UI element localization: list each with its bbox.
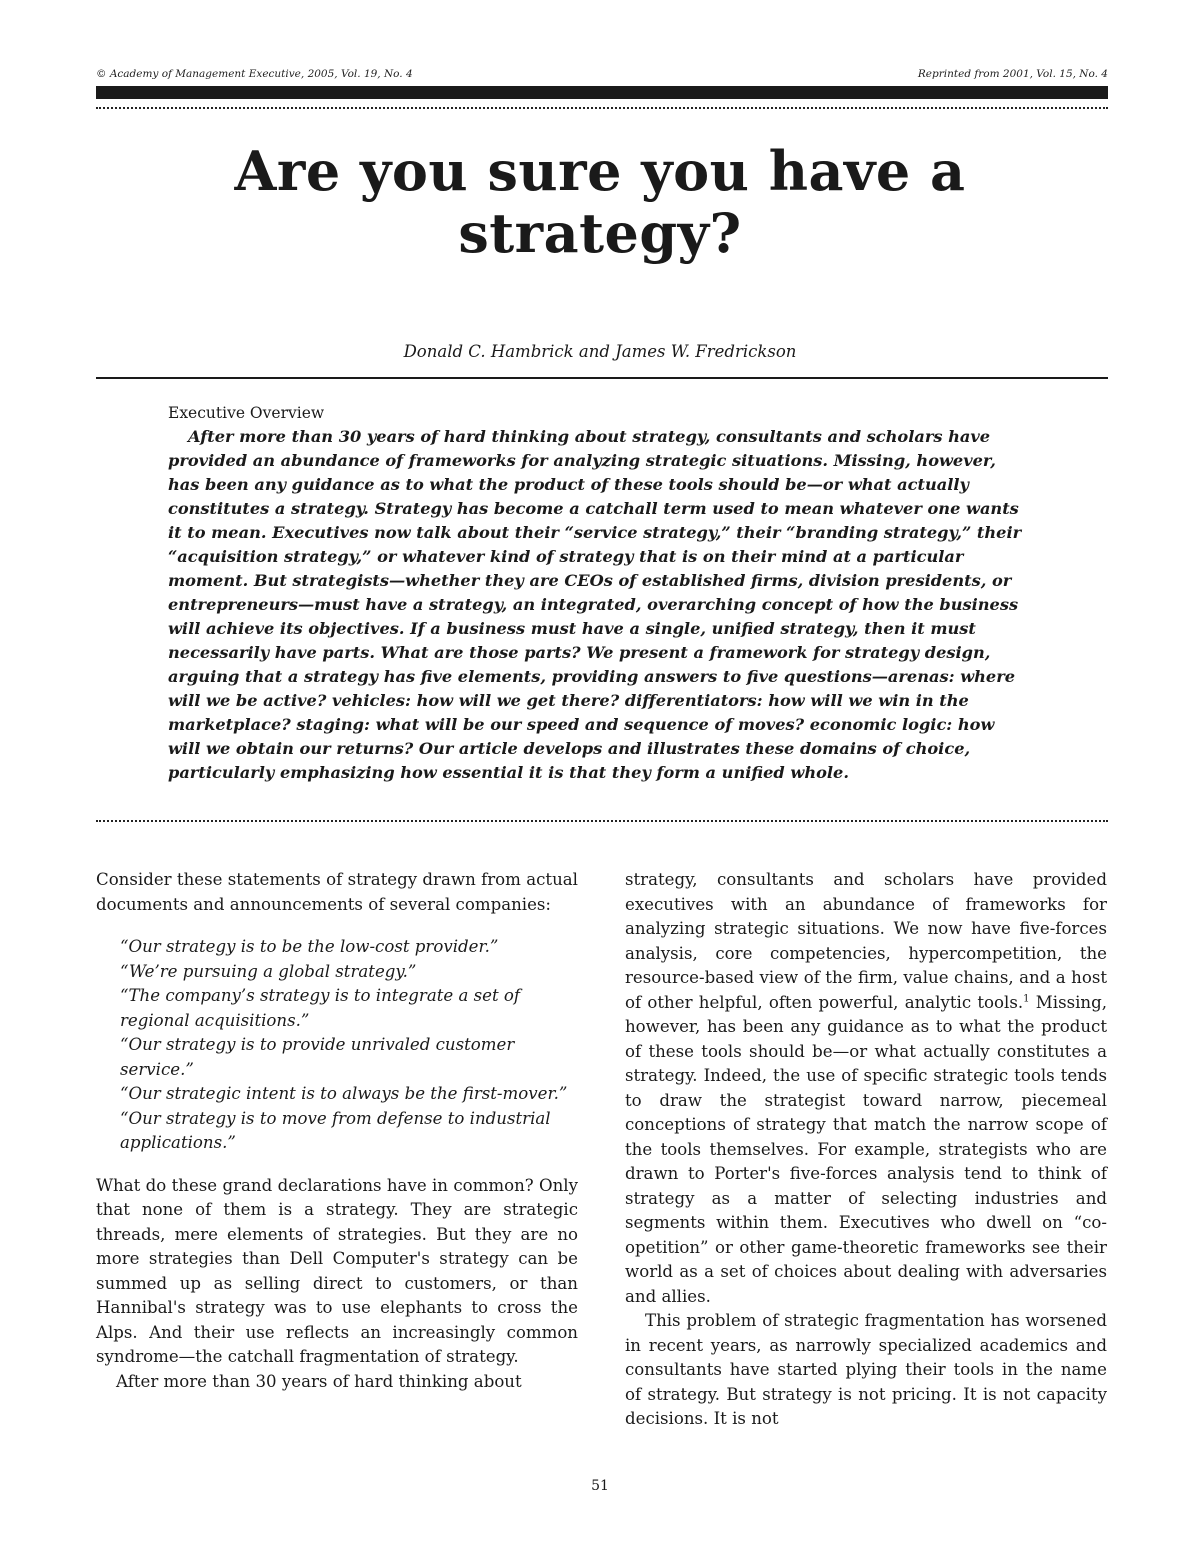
strategy-quote: “Our strategic intent is to always be the first-mover.” bbox=[120, 1084, 568, 1103]
strategy-quotes-list bbox=[96, 935, 578, 1156]
left-column bbox=[96, 868, 578, 1394]
reprint-citation: Reprinted from 2001, Vol. 15, No. 4 bbox=[917, 68, 1108, 80]
strategy-quote: “Our strategy is to be the low-cost provider.” bbox=[120, 937, 499, 956]
body-text: strategy, consultants and scholars have provided executives with an abundance of frameworks for analyzing strategic situations. We now have five-forces analysis, core competencies, hypercompetition, the resource-based view of the firm, value chains, and a host of other helpful, often powerful, analytic tools. bbox=[625, 870, 1107, 1012]
title-rule bbox=[96, 377, 1108, 379]
footnote-marker[interactable]: 1 bbox=[1023, 992, 1030, 1004]
overview-label: Executive Overview bbox=[168, 404, 325, 422]
overview-text: After more than 30 years of hard thinking about strategy, consultants and scholars have provided an abundance of frameworks for analyzing strategic situations. Missing, however, has been any guidance as to what the product of these tools should be—or what actually constitutes a strategy. Strategy has become a catchall term used to mean whatever one wants it to mean. Executives now talk about their “service strategy,” their “branding strategy,” their “acquisition strategy,” or whatever kind of strategy that is on their mind at a particular moment. But strategists—whether they are CEOs of established firms, division presidents, or entrepreneurs—must have a strategy, an integrated, overarching concept of how the business will achieve its objectives. If a business must have a single, unified strategy, then it must necessarily have parts. What are those parts? We present a framework for strategy design, arguing that a strategy has five elements, providing answers to five questions—arenas: where will we be active? vehicles: how will we get there? differentiators: how will we win in the marketplace? staging: what will be our speed and sequence of moves? economic logic: how will we obtain our returns? Our article develops and illustrates these domains of choice, particularly emphasizing how essential it is that they form a unified whole. bbox=[168, 427, 1022, 782]
body-paragraph: After more than 30 years of hard thinking about bbox=[116, 1371, 522, 1391]
author-line: Donald C. Hambrick and James W. Fredrickson bbox=[403, 342, 797, 361]
strategy-quote: “The company’s strategy is to integrate a set of regional acquisitions.” bbox=[120, 986, 521, 1030]
right-column bbox=[625, 868, 1107, 1432]
strategy-quote: “We’re pursuing a global strategy.” bbox=[120, 961, 417, 981]
running-head bbox=[96, 68, 1108, 80]
body-text: Missing, however, has been any guidance as to what the product of these tools should be—or what actually constitutes a strategy. Indeed, the use of specific strategic tools tends to draw the strategist toward narrow, piecemeal conceptions of strategy that match the narrow scope of the tools themselves. For example, strategists who are drawn to Porter's five-forces analysis tend to think of strategy as a matter of selecting industries and segments within them. Executives who dwell on “co-opetition” or other game-theoretic frameworks see their world as a set of choices about dealing with adversaries and allies. bbox=[625, 992, 1108, 1306]
body-paragraph: This problem of strategic fragmentation has worsened in recent years, as narrowly specialized academics and consultants have started plying their tools in the name of strategy. But strategy is not pricing. It is not capacity decisions. It is not bbox=[625, 1311, 1107, 1428]
intro-paragraph: Consider these statements of strategy drawn from actual documents and announcements of several companies: bbox=[96, 870, 578, 914]
strategy-quote: “Our strategy is to provide unrivaled customer service.” bbox=[120, 1035, 515, 1079]
body-paragraph bbox=[625, 868, 1107, 1309]
executive-overview bbox=[168, 403, 1032, 785]
article-title: Are you sure you have a strategy? bbox=[234, 139, 966, 265]
header-bar bbox=[96, 86, 1108, 99]
dotted-divider-top bbox=[96, 107, 1108, 109]
body-paragraph: What do these grand declarations have in common? Only that none of them is a strategy. They are strategic threads, mere elements of strategies. But they are no more strategies than Dell Computer's strategy can be summed up as selling direct to customers, or than Hannibal's strategy was to use elephants to cross the Alps. And their use reflects an increasingly common syndrome—the catchall fragmentation of strategy. bbox=[96, 1175, 578, 1366]
dotted-divider-bottom bbox=[96, 820, 1108, 822]
page-number: 51 bbox=[591, 1478, 609, 1494]
journal-citation: © Academy of Management Executive, 2005, Vol. 19, No. 4 bbox=[96, 68, 413, 80]
strategy-quote: “Our strategy is to move from defense to industrial applications.” bbox=[120, 1108, 551, 1152]
